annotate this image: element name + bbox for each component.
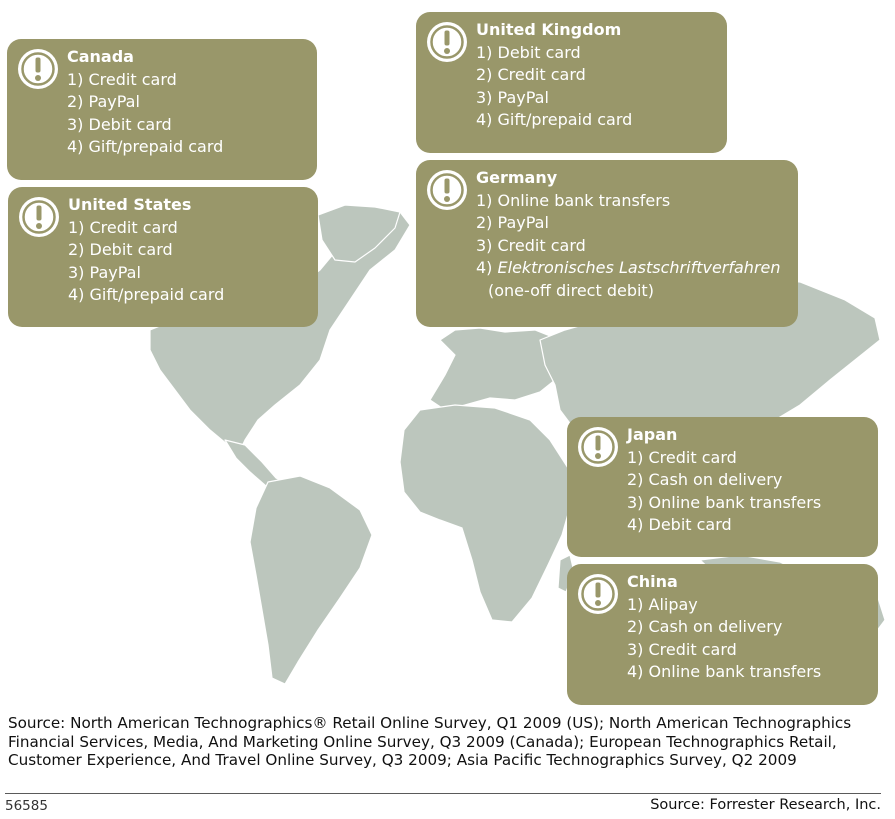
country-name: Canada (67, 47, 134, 66)
source-footnote: Source: North American Technographics® Retail Online Survey, Q1 2009 (US); North American Technographics Financial Services, Media, And Marketing Online Survey, Q3 2009 (Canada); European Technographics Retail, Customer Experience, And Travel Online Survey, Q3 2009; Asia Pacific Technographics Survey, Q2 2009 (8, 714, 852, 770)
divider (5, 793, 881, 794)
list-item: 4) Gift/prepaid card (67, 137, 224, 157)
country-name: Germany (476, 168, 558, 187)
callout-united-states (8, 187, 318, 327)
list-item: 2) Cash on delivery (627, 470, 783, 490)
country-name: United Kingdom (476, 20, 622, 39)
list-item: 3) PayPal (68, 262, 141, 282)
list-item: 4) Online bank transfers (627, 662, 822, 682)
list-item: 2) Debit card (68, 240, 173, 260)
payment-methods-list (476, 42, 717, 132)
payment-methods-list (476, 190, 788, 303)
list-item (476, 257, 788, 280)
country-name: Japan (627, 425, 678, 444)
list-item: 3) Debit card (67, 114, 172, 134)
exclamation-circle-icon (425, 20, 469, 64)
callout-canada (7, 39, 317, 180)
list-item-number: 4) (476, 258, 498, 278)
source-credit: Source: Forrester Research, Inc. (650, 797, 881, 813)
list-item: 1) Credit card (627, 447, 737, 467)
callout-united-kingdom (416, 12, 727, 153)
exclamation-circle-icon (576, 425, 620, 469)
list-item: 4) Gift/prepaid card (68, 285, 225, 305)
list-item: 3) PayPal (476, 87, 549, 107)
list-item: 1) Credit card (68, 217, 178, 237)
country-name: United States (68, 195, 192, 214)
exclamation-circle-icon (576, 572, 620, 616)
payment-methods-list (68, 217, 308, 307)
south-america-landmass (250, 476, 372, 684)
callout-japan (567, 417, 878, 557)
list-item-note: (one-off direct debit) (488, 280, 654, 300)
list-item: 2) Credit card (476, 65, 586, 85)
payment-methods-list (627, 594, 868, 684)
list-item: 2) PayPal (67, 92, 140, 112)
callout-germany (416, 160, 798, 327)
list-item: 4) Debit card (627, 515, 732, 535)
exclamation-circle-icon (17, 195, 61, 239)
country-name: China (627, 572, 678, 591)
exclamation-circle-icon (16, 47, 60, 91)
list-item: 1) Alipay (627, 594, 698, 614)
list-item: 3) Credit card (476, 235, 586, 255)
payment-methods-list (67, 69, 307, 159)
exclamation-circle-icon (425, 168, 469, 212)
list-item: 3) Online bank transfers (627, 492, 822, 512)
list-item: 2) PayPal (476, 213, 549, 233)
list-item: 1) Credit card (67, 69, 177, 89)
figure-id: 56585 (5, 798, 48, 814)
list-item: 3) Credit card (627, 639, 737, 659)
payment-methods-list (627, 447, 868, 537)
list-item: 2) Cash on delivery (627, 617, 783, 637)
list-item: 1) Debit card (476, 42, 581, 62)
list-item-name: Elektronisches Lastschriftverfahren (497, 258, 781, 278)
callout-china (567, 564, 878, 705)
africa-landmass (400, 405, 572, 622)
list-item: 4) Gift/prepaid card (476, 110, 633, 130)
list-item: 1) Online bank transfers (476, 190, 671, 210)
